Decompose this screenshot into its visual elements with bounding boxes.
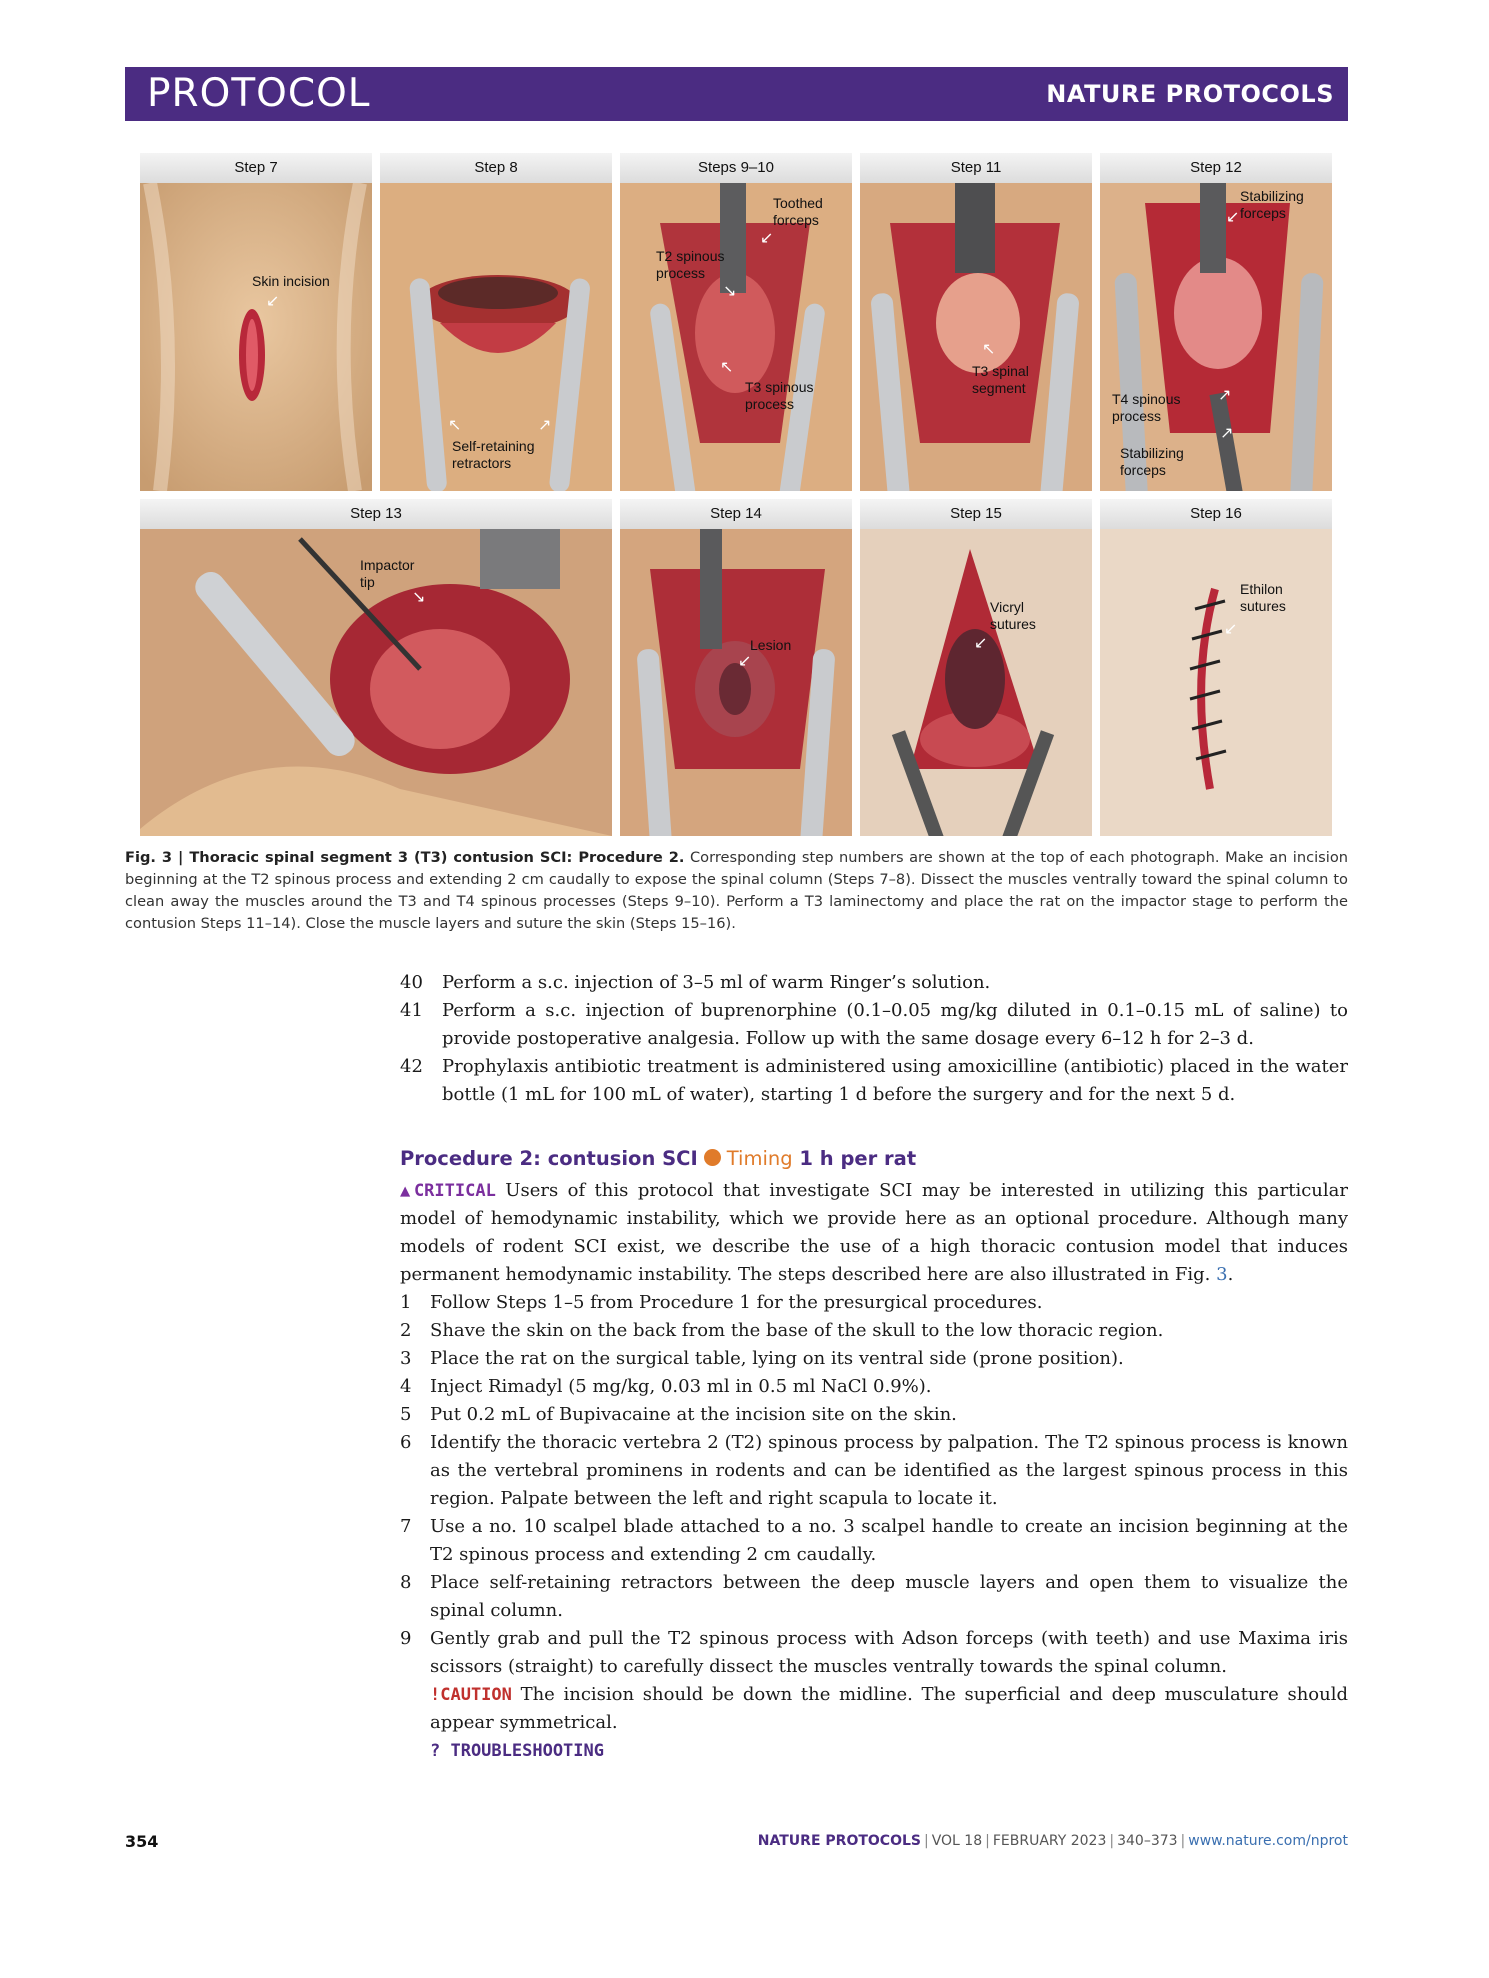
- list-item: 8 Place self-retaining retractors between the deep muscle layers and open them to visualize the spinal column.: [400, 1572, 1348, 1621]
- timing-icon: [704, 1149, 721, 1166]
- annotation: Impactor tip: [360, 557, 415, 590]
- critical-note: ▲CRITICAL Users of this protocol that investigate SCI may be interested in utilizing this particular model of hemodynamic instability, which we provide here as an optional procedure. Although many models of rodent SCI exist, we describe the use of a high thoracic contusion model that induces permanent hemodynamic instability. The steps described here are also illustrated in Fig. 3.: [400, 1180, 1348, 1285]
- annotation: Stabilizing forceps: [1120, 445, 1184, 478]
- arrow-icon: ↖: [448, 415, 462, 434]
- figure-panel-step-15: [860, 499, 1092, 836]
- panel-label: Step 8: [380, 153, 612, 183]
- figure-panel-step-13: [140, 499, 612, 836]
- arrow-icon: ↙: [738, 651, 752, 670]
- list-item: 40 Perform a s.c. injection of 3–5 ml of warm Ringer’s solution.: [400, 972, 991, 993]
- footer-citation: NATURE PROTOCOLS | VOL 18 | FEBRUARY 2023 | 340–373 | www.nature.com/nprot: [757, 1833, 1348, 1849]
- annotation: Lesion: [750, 637, 792, 653]
- list-item: 1 Follow Steps 1–5 from Procedure 1 for the presurgical procedures.: [400, 1292, 1043, 1313]
- figure-panel-step-8: [380, 153, 612, 491]
- footer-url-link[interactable]: www.nature.com/nprot: [1188, 1833, 1348, 1849]
- list-item: 41 Perform a s.c. injection of buprenorphine (0.1–0.05 mg/kg diluted in 0.1–0.15 mL of saline) to provide postoperative analgesia. Follow up with the same dosage every 6–12 h for 2–3 d.: [400, 1000, 1348, 1049]
- annotation: Stabilizing forceps: [1240, 188, 1304, 221]
- arrow-icon: ↗: [538, 415, 552, 434]
- list-item: 7 Use a no. 10 scalpel blade attached to a no. 3 scalpel handle to create an incision beginning at the T2 spinous process and extending 2 cm caudally.: [400, 1516, 1348, 1565]
- annotation: T3 spinous process: [745, 379, 814, 412]
- steps-top-list: [400, 969, 1348, 1109]
- panel-label: Step 16: [1100, 499, 1332, 529]
- panel-label: Step 14: [620, 499, 852, 529]
- page-number: 354: [125, 1832, 159, 1851]
- journal-name: NATURE PROTOCOLS: [1046, 80, 1334, 108]
- arrow-icon: ↘: [412, 587, 426, 606]
- panel-label: Step 12: [1100, 153, 1332, 183]
- surgery-photo: [140, 183, 372, 491]
- surgery-photo: [620, 183, 852, 491]
- annotation: Self-retaining retractors: [452, 438, 535, 471]
- caption-text: Corresponding step numbers are shown at the top of each photograph. Make an incision beginning at the T2 spinous process and extending 2 cm caudally to expose the spinal column (Steps 7–8). Dissect the muscles ventrally toward the spinal column to clean away the muscles around the T3 and T4 spinous processes (Steps 9–10). Perform a T3 laminectomy and place the rat on the impactor stage to perform the contusion Steps 11–14). Close the muscle layers and suture the skin (Steps 15–16).: [125, 849, 1349, 932]
- footer-date: FEBRUARY 2023: [992, 1833, 1107, 1849]
- procedure-heading: [400, 1147, 916, 1170]
- panel-label: Step 7: [140, 153, 372, 183]
- arrow-icon: ↙: [1224, 619, 1238, 638]
- list-item: 42 Prophylaxis antibiotic treatment is administered using amoxicilline (antibiotic) placed in the water bottle (1 mL for 100 mL of water), starting 1 d before the surgery and for the next 5 d.: [400, 1056, 1348, 1105]
- figure-panel-steps-9-10: [620, 153, 852, 491]
- footer-journal: NATURE PROTOCOLS: [757, 1833, 921, 1849]
- list-item: 9 Gently grab and pull the T2 spinous process with Adson forceps (with teeth) and use Maxima iris scissors (straight) to carefully dissect the muscles ventrally towards the spinal column.: [400, 1628, 1348, 1677]
- annotation: Skin incision: [252, 273, 330, 289]
- procedure-title: Procedure 2: contusion SCI: [400, 1147, 698, 1170]
- annotation: T2 spinous process: [656, 248, 725, 281]
- page-header: [125, 67, 1348, 121]
- figure-panel-step-12: [1100, 153, 1332, 491]
- figure-caption: [125, 847, 1348, 935]
- panel-label: Steps 9–10: [620, 153, 852, 183]
- annotation: Toothed forceps: [773, 195, 823, 228]
- arrow-icon: ↗: [1218, 385, 1232, 404]
- figure-panel-step-7: [140, 153, 372, 491]
- figure-ref-link[interactable]: 3: [1216, 1264, 1228, 1285]
- annotation: T3 spinal segment: [972, 363, 1029, 396]
- arrow-icon: ↗: [1220, 423, 1234, 442]
- caution-label: !CAUTION: [430, 1685, 512, 1705]
- list-item: 6 Identify the thoracic vertebra 2 (T2) spinous process by palpation. The T2 spinous process is known as the vertebral prominens in rodents and can be identified as the largest spinous process in this region. Palpate between the left and right scapula to locate it.: [400, 1432, 1348, 1509]
- figure-panel-step-14: [620, 499, 852, 836]
- arrow-icon: ↙: [760, 228, 774, 247]
- surgery-photo: [1100, 529, 1332, 836]
- surgery-photo: [620, 529, 852, 836]
- critical-label: ▲CRITICAL: [400, 1181, 496, 1201]
- list-item: 5 Put 0.2 mL of Bupivacaine at the incision site on the skin.: [400, 1404, 957, 1425]
- arrow-icon: ↖: [720, 357, 734, 376]
- annotation: T4 spinous process: [1112, 391, 1181, 424]
- annotation: Ethilon sutures: [1240, 581, 1286, 614]
- arrow-icon: ↘: [723, 281, 737, 300]
- timing-label: Timing: [726, 1147, 793, 1170]
- troubleshooting-link[interactable]: ? TROUBLESHOOTING: [430, 1741, 604, 1761]
- arrow-icon: ↖: [982, 339, 996, 358]
- section-label: PROTOCOL: [147, 71, 371, 116]
- arrow-icon: ↙: [1226, 207, 1240, 226]
- panel-label: Step 11: [860, 153, 1092, 183]
- figure-panel-step-11: [860, 153, 1092, 491]
- caution-note: !CAUTION The incision should be down the midline. The superficial and deep musculature should appear symmetrical.: [430, 1684, 1348, 1733]
- list-item: 3 Place the rat on the surgical table, lying on its ventral side (prone position).: [400, 1348, 1124, 1369]
- procedure-body: [400, 1177, 1348, 1765]
- panel-label: Step 15: [860, 499, 1092, 529]
- footer-vol: VOL 18: [931, 1833, 983, 1849]
- arrow-icon: ↙: [266, 291, 280, 310]
- timing-value: 1 h per rat: [799, 1147, 917, 1170]
- list-item: 2 Shave the skin on the back from the base of the skull to the low thoracic region.: [400, 1320, 1164, 1341]
- annotation: Vicryl sutures: [990, 599, 1036, 632]
- panel-label: Step 13: [140, 499, 612, 529]
- surgery-photo: [860, 183, 1092, 491]
- footer-pages: 340–373: [1117, 1833, 1178, 1849]
- figure-panel-step-16: [1100, 499, 1332, 836]
- surgery-photo: [860, 529, 1092, 836]
- list-item: 4 Inject Rimadyl (5 mg/kg, 0.03 ml in 0.5 ml NaCl 0.9%).: [400, 1376, 932, 1397]
- caption-title: Fig. 3 | Thoracic spinal segment 3 (T3) contusion SCI: Procedure 2.: [125, 849, 685, 866]
- arrow-icon: ↙: [974, 633, 988, 652]
